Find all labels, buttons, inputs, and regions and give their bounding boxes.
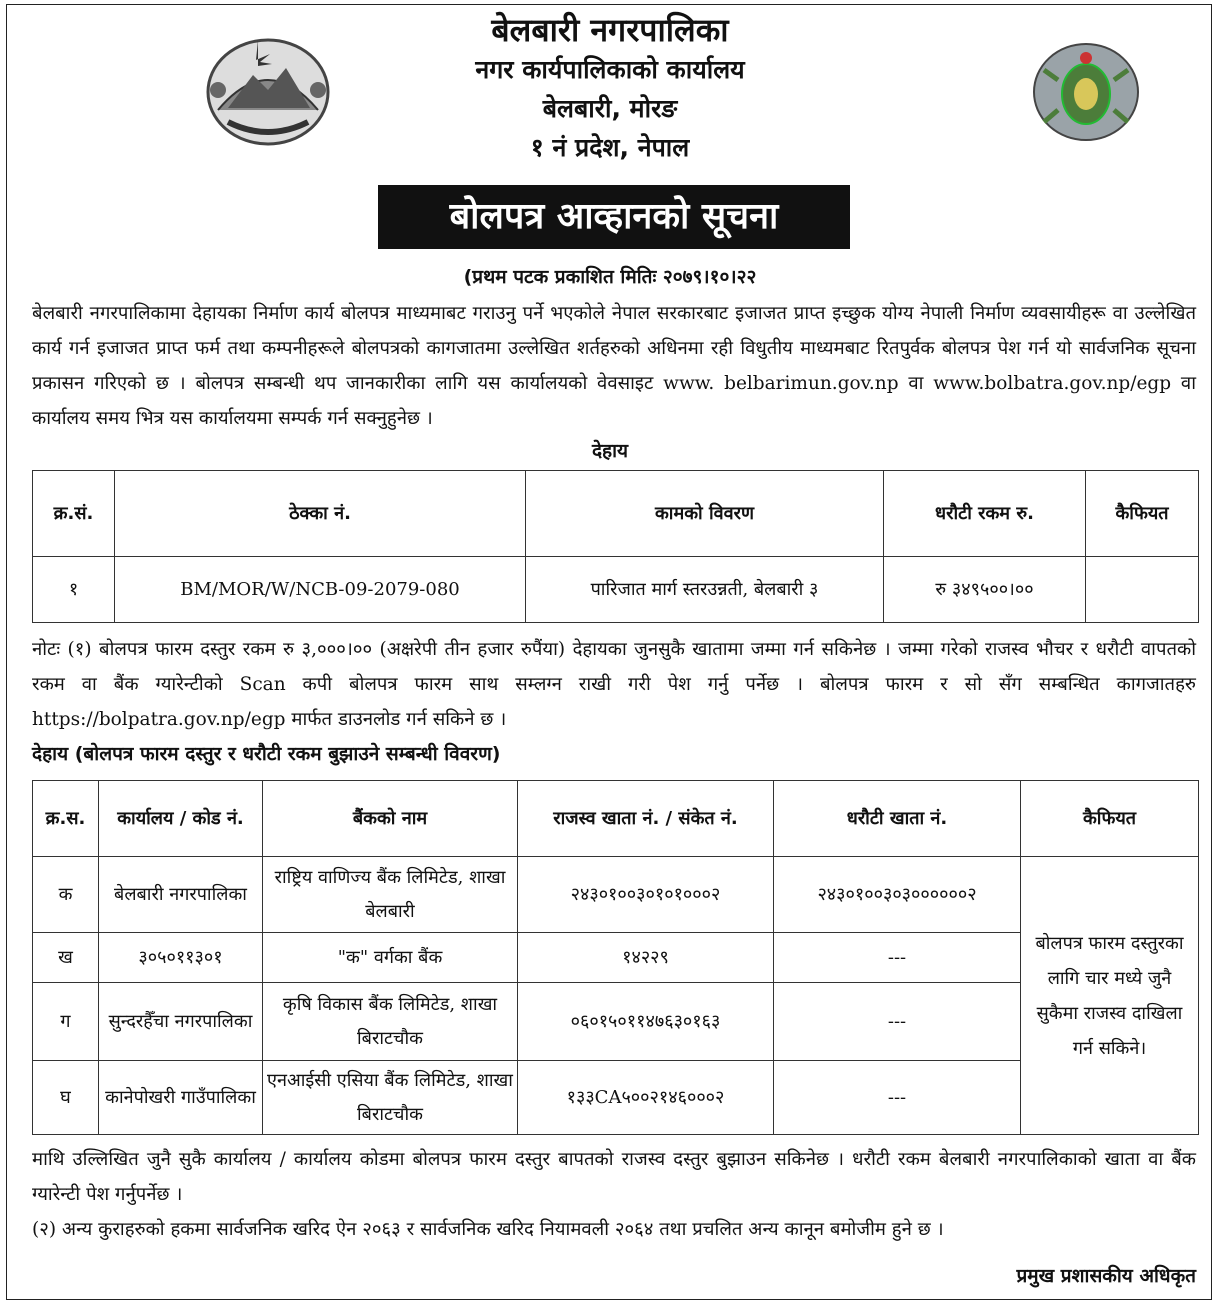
office-name: नगर कार्यपालिकाको कार्यालय (475, 55, 745, 84)
cell-deposit-account: २४३०१००३०३००००००२ (774, 857, 1021, 933)
table-row (33, 857, 1199, 933)
province-name: १ नं प्रदेश, नेपाल (530, 133, 690, 162)
col-deposit-account-header: धरौटी खाता नं. (774, 781, 1021, 857)
table1-caption: देहाय (591, 440, 629, 462)
cell-deposit-account: --- (774, 933, 1021, 983)
closing-paragraph-2: (२) अन्य कुराहरुको हकमा सार्वजनिक खरिद ऐन २०६३ र सार्वजनिक खरिद नियामवली २०६४ तथा प्रचलित अन्य कानून बमोजीम हुने छ । (32, 1219, 944, 1240)
table-header-row (33, 781, 1199, 857)
municipality-name: बेलबारी नगरपालिका (491, 11, 729, 49)
notice-title: बोलपत्र आव्हानको सूचना (378, 185, 850, 249)
cell-revenue-account: २४३०१००३०१०१०००२ (518, 857, 774, 933)
cell-revenue-account: १३३CA५००२१४६०००२ (518, 1061, 774, 1135)
col-deposit-header: धरौटी रकम रु. (884, 471, 1086, 557)
cell-office: ३०५०११३०१ (99, 933, 263, 983)
col-description-header: कामको विवरण (526, 471, 884, 557)
cell-sn: घ (33, 1061, 99, 1135)
table2-caption: देहाय (बोलपत्र फारम दस्तुर र धरौटी रकम बुझाउने सम्बन्धी विवरण) (32, 743, 501, 765)
cell-description: पारिजात मार्ग स्तरउन्नती, बेलबारी ३ (526, 557, 884, 623)
closing-paragraph-1: माथि उल्लिखित जुनै सुकै कार्यालय / कार्यालय कोडमा बोलपत्र फारम दस्तुर बापतको राजस्व दस्तुर बुझाउन सकिनेछ । धरौटी रकम बेलबारी नगरपालिकाको खाता वा बैंक ग्यारेन्टी पेश गर्नुपर्नेछ । (32, 1149, 1196, 1205)
col-office-header: कार्यालय / कोड नं. (99, 781, 263, 857)
cell-office: कानेपोखरी गाउँपालिका (99, 1061, 263, 1135)
cell-sn: ग (33, 983, 99, 1061)
cell-revenue-account: ०६०१५०११४७६३०१६३ (518, 983, 774, 1061)
letterhead (0, 10, 1220, 167)
col-remarks-header: कैफियत (1021, 781, 1199, 857)
cell-bank: "क" वर्गका बैंक (263, 933, 518, 983)
cell-sn: ख (33, 933, 99, 983)
col-contract-no-header: ठेक्का नं. (115, 471, 526, 557)
col-remarks-header: कैफियत (1086, 471, 1199, 557)
cell-deposit: रु ३४९५००।०० (884, 557, 1086, 623)
col-bank-header: बैंकको नाम (263, 781, 518, 857)
cell-sn: क (33, 857, 99, 933)
cell-contract-no: BM/MOR/W/NCB-09-2079-080 (115, 557, 526, 623)
cell-bank: एनआईसी एसिया बैंक लिमिटेड, शाखा बिराटचौक (263, 1061, 518, 1135)
fee-deposit-table (32, 780, 1199, 1135)
cell-deposit-account: --- (774, 983, 1021, 1061)
table-row (33, 557, 1199, 623)
cell-office: सुन्दरहैँचा नगरपालिका (99, 983, 263, 1061)
contract-table (32, 470, 1199, 623)
cell-bank: कृषि विकास बैंक लिमिटेड, शाखा बिराटचौक (263, 983, 518, 1061)
table-header-row (33, 471, 1199, 557)
col-sn-header: क्र.स. (33, 781, 99, 857)
cell-deposit-account: --- (774, 1061, 1021, 1135)
cell-bank: राष्ट्रिय वाणिज्य बैंक लिमिटेड, शाखा बेलबारी (263, 857, 518, 933)
col-revenue-account-header: राजस्व खाता नं. / संकेत नं. (518, 781, 774, 857)
cell-office: बेलबारी नगरपालिका (99, 857, 263, 933)
cell-revenue-account: १४२२९ (518, 933, 774, 983)
note-paragraph: नोटः (१) बोलपत्र फारम दस्तुर रकम रु ३,०००।०० (अक्षरेपी तीन हजार रुपैंया) देहायका जुनसुकै खातामा जम्मा गर्न सकिनेछ । जम्मा गरेको राजस्व भौचर र धरौटी वापतको रकम वा बैंक ग्यारेन्टीको Scan कपी बोलपत्र फारम साथ सम्लग्न राखी गरी पेश गर्नु पर्नेछ । बोलपत्र फारम र सो सँग सम्बन्धित कागजातहरु https://bolpatra.gov.np/egp मार्फत डाउनलोड गर्न सकिने छ । (32, 639, 1196, 730)
publication-date: (प्रथम पटक प्रकाशित मितिः २०७९।१०।२२ (463, 266, 757, 288)
office-location: बेलबारी, मोरङ (542, 94, 678, 123)
cell-remarks (1086, 557, 1199, 623)
intro-paragraph: बेलबारी नगरपालिकामा देहायका निर्माण कार्य बोलपत्र माध्यमाबट गराउनु पर्ने भएकोले नेपाल सरकारबाट इजाजत प्राप्त इच्छुक योग्य नेपाली निर्माण व्यवसायीहरू वा उल्लेखित कार्य गर्न इजाजत प्राप्त फर्म तथा कम्पनीहरूले बोलपत्रको कागजातमा उल्लेखित शर्तहरुको अधिनमा रही विधुतीय माध्यमबाट रितपुर्वक बोलपत्र पेश गर्न यो सार्वजनिक सूचना प्रकासन गरिएको छ । बोलपत्र सम्बन्धी थप जानकारीका लागि यस कार्यालयको वेवसाइट www. belbarimun.gov.np वा www.bolbatra.gov.np/egp वा कार्यालय समय भित्र यस कार्यालयमा सम्पर्क गर्न सक्नुहुनेछ । (32, 303, 1196, 429)
signature: प्रमुख प्रशासकीय अधिकृत (1016, 1265, 1196, 1287)
cell-remarks-merged: बोलपत्र फारम दस्तुरका लागि चार मध्ये जुनै सुकैमा राजस्व दाखिला गर्न सकिने। (1021, 857, 1199, 1135)
col-sn-header: क्र.सं. (33, 471, 115, 557)
cell-sn: १ (33, 557, 115, 623)
